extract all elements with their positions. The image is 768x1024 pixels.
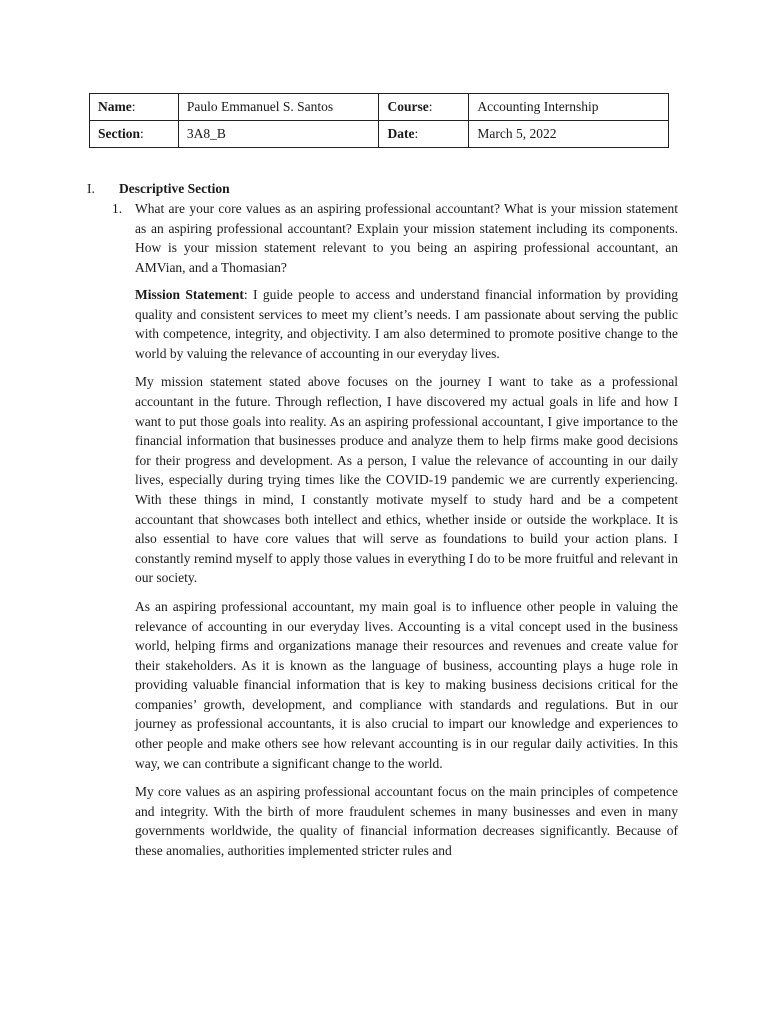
name-label-cell: [90, 94, 179, 121]
name-label: Name: [98, 99, 132, 114]
colon: :: [428, 99, 433, 114]
section-label: Section: [98, 126, 140, 141]
date-label-cell: [379, 121, 469, 148]
course-value: Accounting Internship: [469, 94, 669, 121]
body-paragraph: My mission statement stated above focuses on the journey I want to take as a professional accountant in the future. Through reflection, I have discovered my actual goals in life and how I want to put those goals into reality. As an aspiring professional accountant, I give importance to the financial information that businesses produce and analyze them to help firms make good decisions for their progress and development. As a person, I value the relevance of accounting in our daily lives, especially during trying times like the COVID-19 pandemic we are currently experiencing. With these things in mind, I constantly motivate myself to study hard and be a competent accountant that showcases both intellect and ethics, whether inside or outside the workplace. It is also essential to have core values that will serve as foundations to build your action plans. I constantly remind myself to apply those values in everything I do to be more fruitful and relevant in our society.: [135, 374, 678, 586]
section-heading: [87, 179, 230, 198]
course-label-cell: [379, 94, 469, 121]
mission-statement-paragraph: [135, 285, 678, 363]
course-label: Course: [387, 99, 429, 114]
date-label: Date: [387, 126, 415, 141]
date-value: March 5, 2022: [469, 121, 669, 148]
table-row: [90, 94, 669, 121]
body-paragraph: My core values as an aspiring professional accountant focus on the main principles of competence and integrity. With the birth of more fraudulent schemes in many businesses and even in many governments worldwide, the quality of financial information decreases significantly. Because of these anomalies, authorities implemented stricter rules and: [135, 784, 678, 859]
colon: :: [140, 126, 144, 141]
section-title: Descriptive Section: [119, 181, 230, 196]
mission-statement-text: : I guide people to access and understand financial information by providing quality and consistent services to meet my client’s needs. I am passionate about serving the public with competence, integrity, and objectivity. I am also determined to promote positive change to the world by valuing the relevance of accounting in our everyday lives.: [135, 287, 678, 361]
mission-statement-label: Mission Statement: [135, 287, 244, 302]
section-number: I.: [87, 181, 95, 196]
question-text: What are your core values as an aspiring professional accountant? What is your mission statement as an aspiring professional accountant? Explain your mission statement including its components. How is your mission statement relevant to you being an aspiring professional accountant, an AMVian, and a Thomasian?: [135, 201, 678, 275]
body-paragraph: As an aspiring professional accountant, my main goal is to influence other people in valuing the relevance of accounting in our everyday lives. Accounting is a vital concept used in the business world, helping firms and organizations manage their resources and revenues and create value for their stakeholders. As it is known as the language of business, accounting plays a huge role in providing valuable financial information that is key to making business decisions critical for the companies’ growth, development, and compliance with standards and regulations. But in our journey as professional accountants, it is also crucial to impart our knowledge and experiences to other people and make others see how relevant accounting is in our regular daily activities. In this way, we can contribute a significant change to the world.: [135, 598, 678, 771]
name-value: Paulo Emmanuel S. Santos: [178, 94, 379, 121]
section-label-cell: [90, 121, 179, 148]
answer-body: [135, 285, 678, 870]
table-row: [90, 121, 669, 148]
colon: :: [414, 126, 419, 141]
question-item: [112, 199, 678, 277]
student-info-table: [89, 93, 669, 148]
section-value: 3A8_B: [178, 121, 379, 148]
colon: :: [131, 99, 136, 114]
question-number: 1.: [112, 201, 123, 216]
